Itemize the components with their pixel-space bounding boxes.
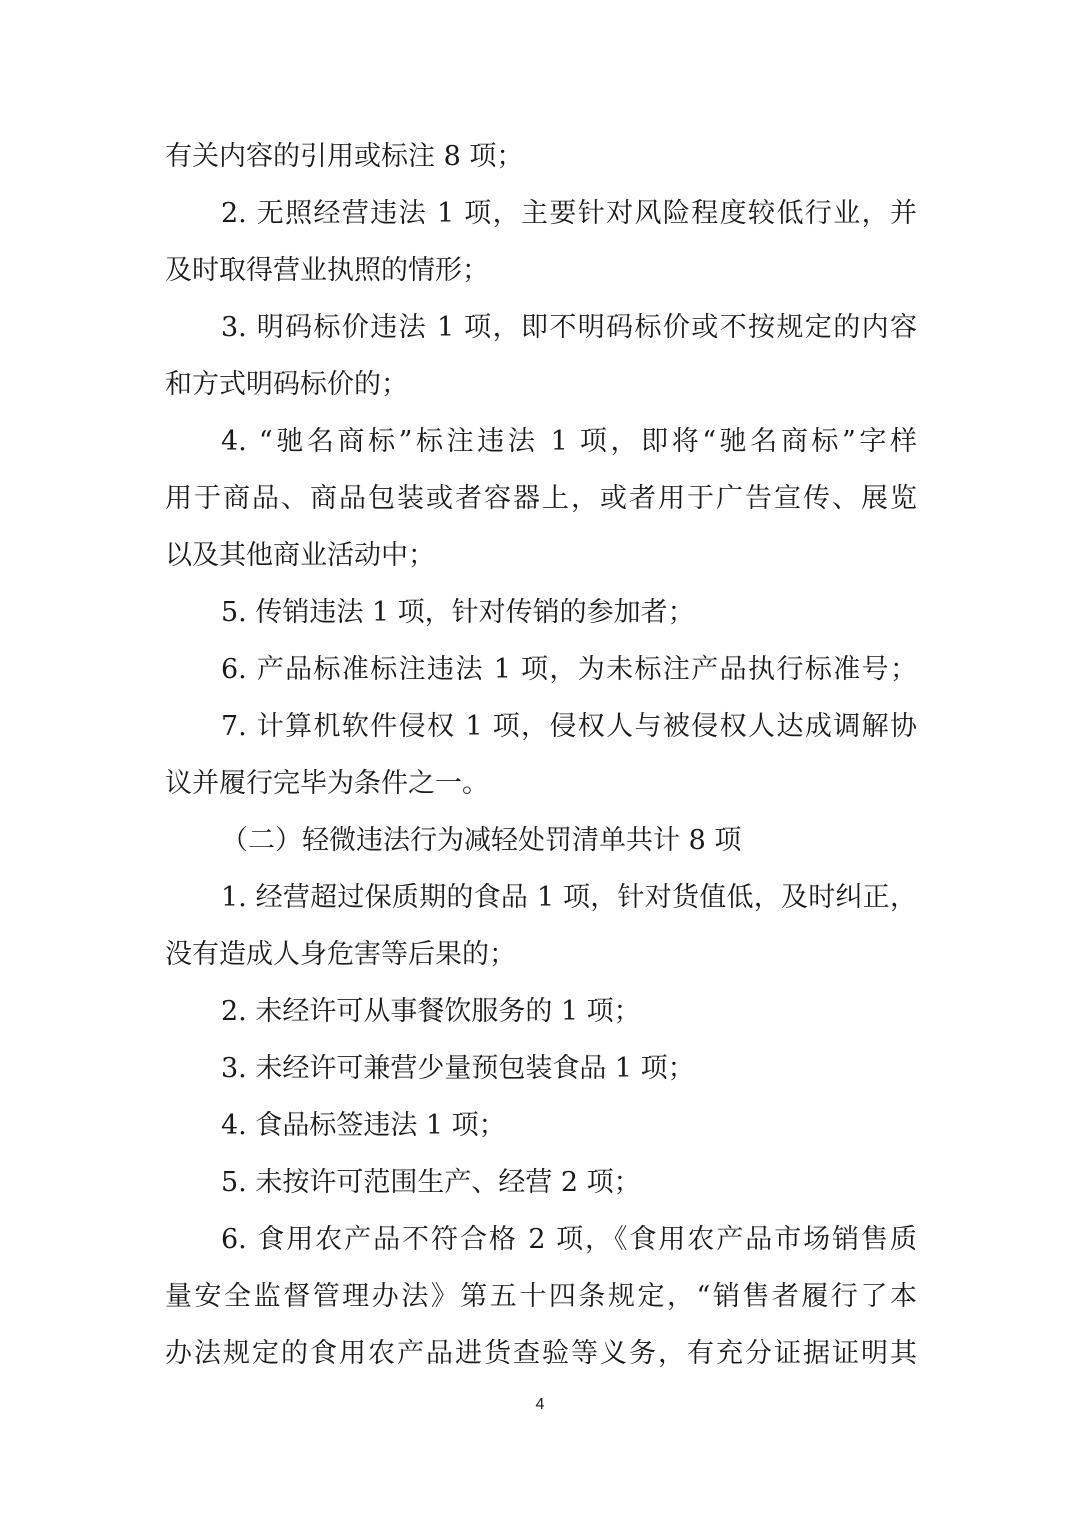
text-line: 7. 计算机软件侵权 1 项，侵权人与被侵权人达成调解协: [221, 711, 917, 742]
document-body: [165, 128, 917, 1382]
text-line: 办法规定的食用农产品进货查验等义务，有充分证据证明其: [165, 1338, 917, 1369]
text-line: 没有造成人身危害等后果的；: [165, 939, 516, 970]
text-line: 2. 无照经营违法 1 项，主要针对风险程度较低行业，并: [221, 198, 917, 229]
section-heading: （二）轻微违法行为减轻处罚清单共计 8 项: [221, 825, 742, 856]
text-line: 5. 未按许可范围生产、经营 2 项；: [221, 1167, 641, 1198]
text-line: 量安全监督管理办法》第五十四条规定，“销售者履行了本: [165, 1281, 917, 1312]
text-line: 用于商品、商品包装或者容器上，或者用于广告宣传、展览: [165, 483, 917, 514]
text-line: 2. 未经许可从事餐饮服务的 1 项；: [221, 996, 641, 1027]
text-line: 5. 传销违法 1 项，针对传销的参加者；: [221, 597, 695, 628]
text-line: 4. 食品标签违法 1 项；: [221, 1110, 506, 1141]
text-line: 以及其他商业活动中；: [165, 540, 435, 571]
text-line: 6. 食用农产品不符合格 2 项，《食用农产品市场销售质: [221, 1224, 917, 1255]
text-line: 4. “驰名商标”标注违法 1 项，即将“驰名商标”字样: [221, 426, 917, 457]
text-line: 议并履行完毕为条件之一。: [165, 768, 489, 799]
page-number: 4: [535, 1396, 545, 1413]
text-line: 及时取得营业执照的情形；: [165, 255, 489, 286]
text-line: 有关内容的引用或标注 8 项；: [165, 141, 524, 172]
text-line: 6. 产品标准标注违法 1 项，为未标注产品执行标准号；: [221, 654, 917, 685]
text-line: 3. 明码标价违法 1 项，即不明码标价或不按规定的内容: [221, 312, 917, 343]
text-line: 3. 未经许可兼营少量预包装食品 1 项；: [221, 1053, 695, 1084]
text-line: 和方式明码标价的；: [165, 369, 408, 400]
text-line: 1. 经营超过保质期的食品 1 项，针对货值低，及时纠正，: [221, 882, 917, 913]
